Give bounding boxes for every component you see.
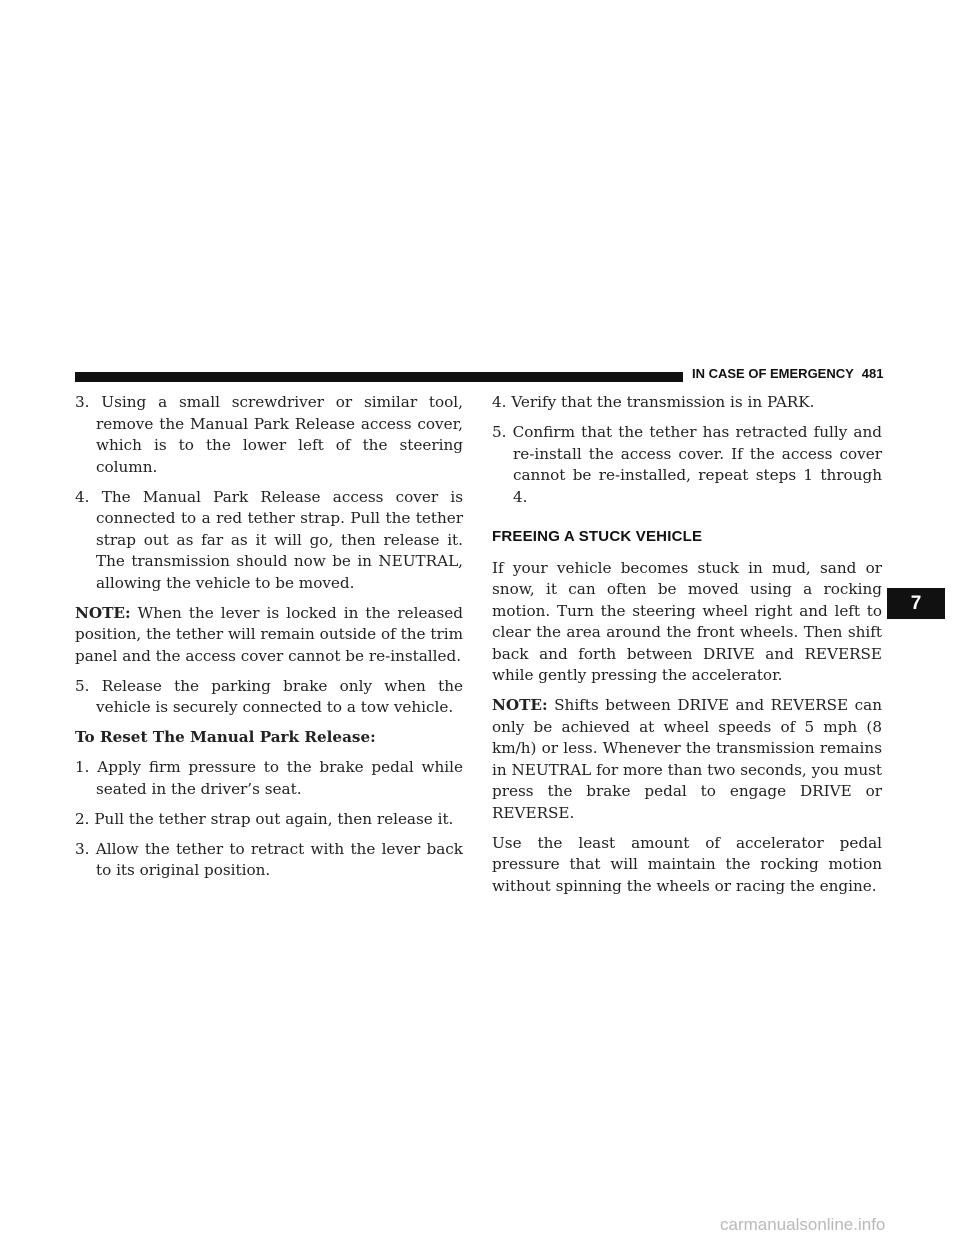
reset-step-4: 4. Verify that the transmission is in PARK. xyxy=(492,393,815,411)
left-column xyxy=(75,392,463,890)
chapter-tab: 7 xyxy=(887,588,945,619)
reset-step-3: 3. Allow the tether to retract with the lever back to its original position. xyxy=(75,839,463,879)
header-section-title: IN CASE OF EMERGENCY xyxy=(692,366,854,381)
header-rule xyxy=(75,372,683,382)
note-text: When the lever is locked in the released position, the tether will remain outside of the trim panel and the access cover cannot be re-installed. xyxy=(75,603,463,665)
reset-step-5: 5. Confirm that the tether has retracted fully and re-install the access cover. If the access cover cannot be re-installed, repeat steps 1 through 4. xyxy=(492,423,882,506)
page-number: 481 xyxy=(861,366,884,381)
step-5-release-brake: 5. Release the parking brake only when the vehicle is securely connected to a tow vehicle. xyxy=(75,676,463,716)
section-heading-stuck-vehicle: FREEING A STUCK VEHICLE xyxy=(492,528,703,545)
note-lever-locked xyxy=(75,603,463,668)
note-shift-speed xyxy=(492,695,882,824)
watermark: carmanualsonline.info xyxy=(720,1215,886,1234)
note-label: NOTE: xyxy=(75,603,131,622)
reset-heading: To Reset The Manual Park Release: xyxy=(75,728,376,746)
reset-step-2: 2. Pull the tether strap out again, then release it. xyxy=(75,809,454,828)
stuck-vehicle-intro: If your vehicle becomes stuck in mud, sand or snow, it can often be moved using a rocking motion. Turn the steering wheel right and left to clear the area around the front wheels. Then shift back and forth between DRIVE and REVERSE while gently pressing the accelerator. xyxy=(492,558,882,684)
step-3-remove-cover: 3. Using a small screwdriver or similar tool, remove the Manual Park Release access cover, which is to the lower left of the steering column. xyxy=(75,393,463,476)
running-header xyxy=(692,366,884,381)
note-text: Shifts between DRIVE and REVERSE can only be achieved at wheel speeds of 5 mph (8 km/h) or less. Whenever the transmission remains in NEUTRAL for more than two seconds, you must press the brake pedal to engage DRIVE or REVERSE. xyxy=(492,696,882,822)
note-label: NOTE: xyxy=(492,696,548,714)
right-column xyxy=(492,392,882,906)
accelerator-advice: Use the least amount of accelerator pedal pressure that will maintain the rocking motion without spinning the wheels or racing the engine. xyxy=(492,833,882,895)
step-4-pull-tether: 4. The Manual Park Release access cover is connected to a red tether strap. Pull the tether strap out as far as it will go, then release it. The transmission should now be in NEUTRAL, allowing the vehicle to be moved. xyxy=(75,487,463,592)
reset-step-1: 1. Apply firm pressure to the brake pedal while seated in the driver’s seat. xyxy=(75,758,463,798)
